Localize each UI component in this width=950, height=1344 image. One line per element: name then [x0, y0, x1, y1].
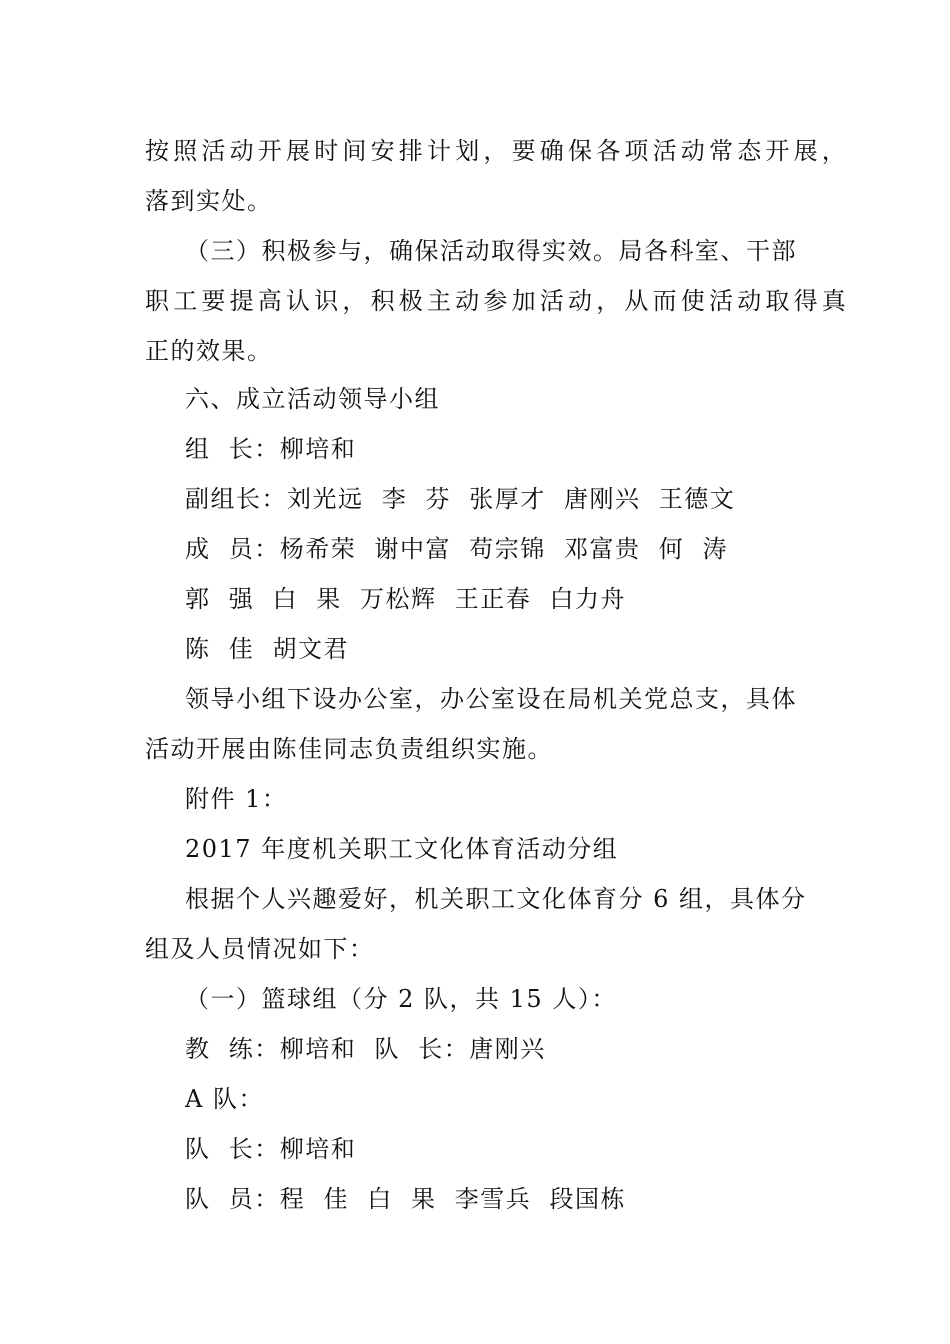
paragraph-line: 正的效果。: [145, 337, 273, 365]
paragraph-line: 活动开展由陈佳同志负责组织实施。: [145, 735, 553, 763]
team-label: A 队：: [185, 1085, 264, 1113]
paragraph-line: 组及人员情况如下：: [145, 935, 375, 963]
subsection-heading: （一）篮球组（分 2 队，共 15 人）：: [185, 985, 617, 1013]
paragraph-line: 职工要提高认识，积极主动参加活动，从而使活动取得真: [145, 287, 850, 315]
paragraph-line: 根据个人兴趣爱好，机关职工文化体育分 6 组，具体分: [185, 885, 807, 913]
team-captain-line: 队 长：柳培和: [185, 1135, 357, 1163]
attachment-title: 2017 年度机关职工文化体育活动分组: [185, 835, 619, 863]
team-members-line: 队 员：程 佳 白 果 李雪兵 段国栋: [185, 1185, 627, 1213]
paragraph-line: 落到实处。: [145, 187, 273, 215]
attachment-label: 附件 1：: [185, 785, 288, 813]
coach-captain-line: 教 练：柳培和 队 长：唐刚兴: [185, 1035, 546, 1063]
paragraph-line: （三）积极参与，确保活动取得实效。局各科室、干部: [185, 237, 797, 265]
group-leader-line: 组 长：柳培和: [185, 435, 357, 463]
members-line: 郭 强 白 果 万松辉 王正春 白力舟: [185, 585, 627, 613]
members-line: 陈 佳 胡文君: [185, 635, 350, 663]
section-heading: 六、成立活动领导小组: [185, 385, 440, 413]
paragraph-line: 领导小组下设办公室，办公室设在局机关党总支，具体: [185, 685, 797, 713]
paragraph-line: 按照活动开展时间安排计划，要确保各项活动常态开展，: [145, 137, 850, 165]
members-line: 成 员：杨希荣 谢中富 苟宗锦 邓富贵 何 涛: [185, 535, 729, 563]
deputy-leader-line: 副组长：刘光远 李 芬 张厚才 唐刚兴 王德文: [185, 485, 736, 513]
